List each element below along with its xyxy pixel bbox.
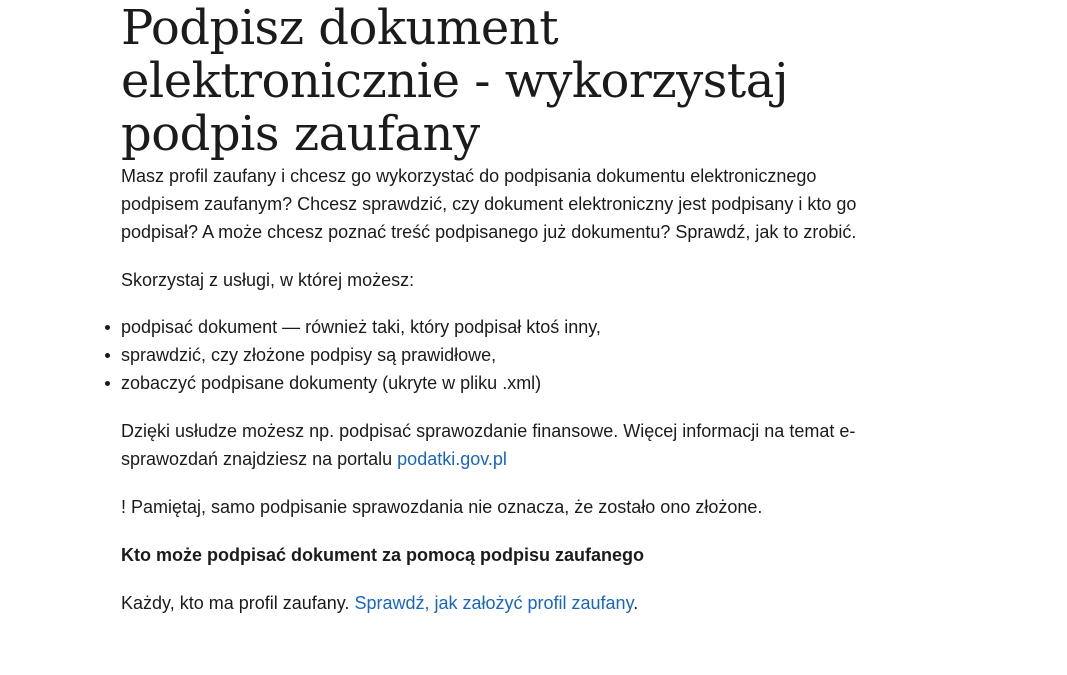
who-text: Każdy, kto ma profil zaufany. xyxy=(121,593,355,613)
podatki-link[interactable]: podatki.gov.pl xyxy=(397,449,507,469)
bullet-icon xyxy=(105,353,110,358)
page-title: Podpisz dokument elektronicznie - wykorzystaj podpis zaufany xyxy=(121,0,789,162)
who-suffix: . xyxy=(633,593,639,613)
who-heading: Kto może podpisać dokument za pomocą podpisu zaufanego xyxy=(121,545,645,565)
service-lead: Skorzystaj z usługi, w której możesz: xyxy=(121,270,415,290)
list-item-text: zobaczyć podpisane dokumenty (ukryte w pliku .xml) xyxy=(121,373,542,393)
list-item xyxy=(121,341,901,369)
bullet-icon xyxy=(105,381,110,386)
list-item-text: sprawdzić, czy złożone podpisy są prawidłowe, xyxy=(121,345,497,365)
service-list xyxy=(121,313,901,397)
who-paragraph xyxy=(121,589,901,617)
finance-paragraph xyxy=(121,417,901,473)
bullet-icon xyxy=(105,325,110,330)
profile-setup-link[interactable]: Sprawdź, jak założyć profil zaufany xyxy=(354,593,634,613)
list-item-text: podpisać dokument — również taki, który podpisał ktoś inny, xyxy=(121,317,601,337)
reminder-paragraph: ! Pamiętaj, samo podpisanie sprawozdania nie oznacza, że zostało ono złożone. xyxy=(121,497,763,517)
list-item xyxy=(121,313,901,341)
main-content xyxy=(121,0,901,617)
finance-text: Dzięki usłudze możesz np. podpisać sprawozdanie finansowe. Więcej informacji na temat e-sprawozdań znajdziesz na portalu xyxy=(121,421,856,469)
intro-paragraph: Masz profil zaufany i chcesz go wykorzystać do podpisania dokumentu elektronicznego podpisem zaufanym? Chcesz sprawdzić, czy dokument elektroniczny jest podpisany i kto go podpisał? A może chcesz poznać treść podpisanego już dokumentu? Sprawdź, jak to zrobić. xyxy=(121,166,857,242)
list-item xyxy=(121,369,901,397)
